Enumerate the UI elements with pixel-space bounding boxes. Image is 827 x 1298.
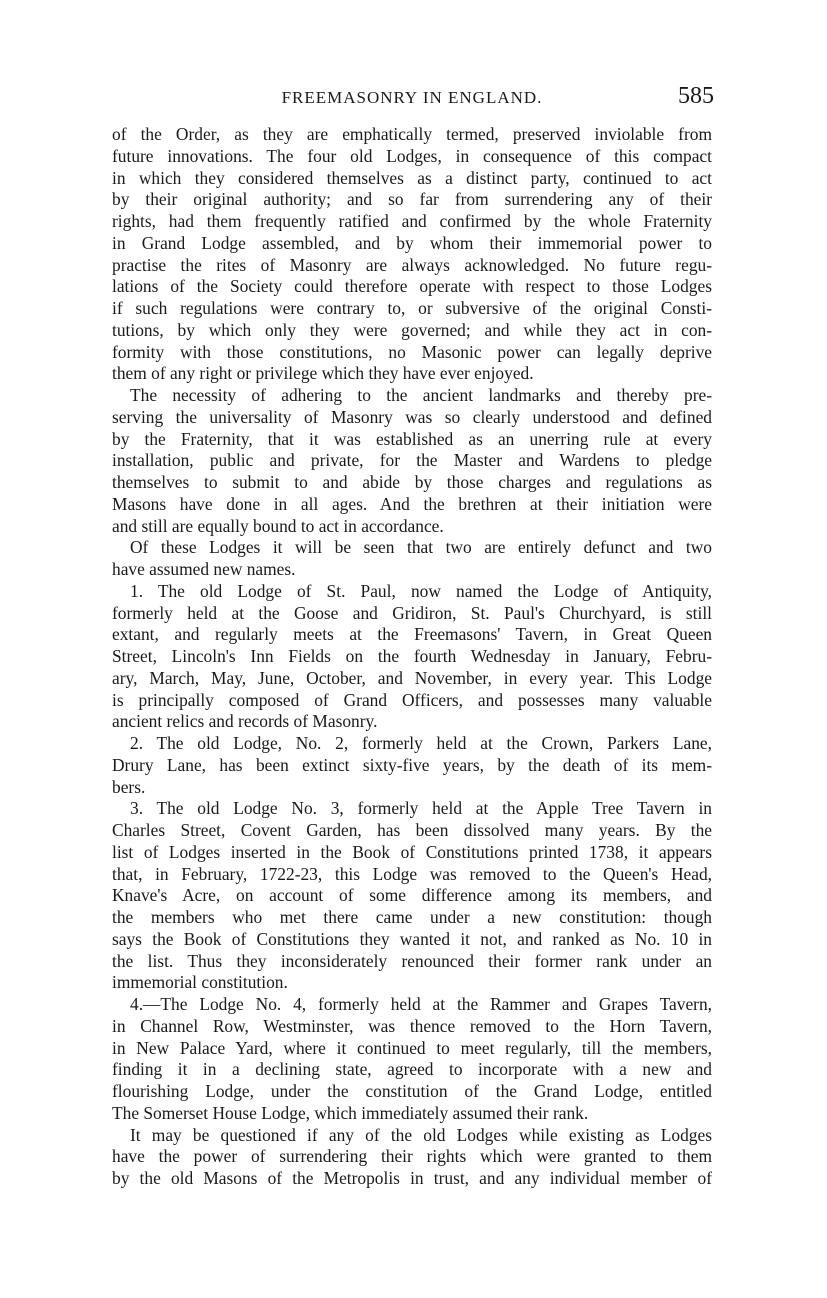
text-line: It may be questioned if any of the old Lodges while existing as Lodges	[130, 1124, 712, 1145]
text-line: The necessity of adhering to the ancient landmarks and thereby pre-	[130, 385, 712, 405]
text-line: the list. Thus they inconsiderately renounced their former rank under an	[112, 950, 712, 971]
text-line: have the power of surrendering their rights which were granted to them	[112, 1146, 712, 1167]
text-line: future innovations. The four old Lodges, in consequence of this compact	[112, 145, 712, 166]
text-line: in New Palace Yard, where it continued to meet regularly, till the members,	[112, 1037, 712, 1058]
text-line: installation, public and private, for the Master and Wardens to pledge	[112, 450, 712, 471]
text-line: lations of the Society could therefore operate with respect to those Lodges	[112, 276, 712, 297]
text-line: 4.—The Lodge No. 4, formerly held at the Rammer and Grapes Tavern,	[130, 994, 712, 1014]
text-line: formity with those constitutions, no Masonic power can legally deprive	[112, 341, 712, 362]
text-line: ancient relics and records of Masonry.	[112, 711, 378, 732]
text-line: and still are equally bound to act in accordance.	[112, 515, 444, 536]
text-line: serving the universality of Masonry was so clearly understood and defined	[112, 406, 712, 427]
text-line: if such regulations were contrary to, or subversive of the original Consti-	[112, 298, 712, 318]
text-line: immemorial constitution.	[112, 972, 288, 993]
text-line: finding it in a declining state, agreed to incorporate with a new and	[112, 1059, 712, 1080]
text-line: 2. The old Lodge, No. 2, formerly held at the Crown, Parkers Lane,	[130, 733, 712, 753]
text-line: by their original authority; and so far from surrendering any of their	[112, 189, 712, 210]
text-line: extant, and regularly meets at the Freemasons' Tavern, in Great Queen	[112, 624, 712, 645]
running-title: FREEMASONRY IN ENGLAND.	[281, 88, 543, 107]
text-line: Masons have done in all ages. And the brethren at their initiation were	[112, 493, 712, 514]
text-line: tutions, by which only they were governed; and while they act in con-	[112, 319, 712, 340]
text-line: list of Lodges inserted in the Book of Constitutions printed 1738, it appears	[112, 841, 712, 862]
text-line: Charles Street, Covent Garden, has been dissolved many years. By the	[112, 820, 712, 840]
text-line: bers.	[112, 776, 146, 797]
text-line: by the old Masons of the Metropolis in trust, and any individual member of	[112, 1168, 712, 1188]
text-line: says the Book of Constitutions they wanted it not, and ranked as No. 10 in	[112, 928, 712, 949]
text-line: practise the rites of Masonry are always acknowledged. No future regu-	[112, 254, 712, 275]
text-line: in Grand Lodge assembled, and by whom their immemorial power to	[112, 232, 712, 253]
text-line: of the Order, as they are emphatically termed, preserved inviolable from	[112, 124, 712, 144]
text-line: formerly held at the Goose and Gridiron, St. Paul's Churchyard, is still	[112, 602, 712, 623]
text-line: 1. The old Lodge of St. Paul, now named the Lodge of Antiquity,	[130, 580, 712, 601]
text-line: in which they considered themselves as a distinct party, continued to act	[112, 167, 712, 188]
body-text	[112, 124, 712, 1190]
text-line: in Channel Row, Westminster, was thence removed to the Horn Tavern,	[112, 1015, 712, 1036]
text-line: Knave's Acre, on account of some difference among its members, and	[112, 885, 712, 906]
book-page	[112, 83, 714, 1190]
page-number: 585	[678, 83, 714, 109]
text-line: the members who met there came under a new constitution: though	[112, 907, 712, 927]
text-line: by the Fraternity, that it was established as an unerring rule at every	[112, 428, 712, 449]
text-line: 3. The old Lodge No. 3, formerly held at the Apple Tree Tavern in	[130, 798, 712, 819]
text-line: flourishing Lodge, under the constitution of the Grand Lodge, entitled	[112, 1081, 712, 1101]
text-line: have assumed new names.	[112, 559, 296, 579]
text-line: Drury Lane, has been extinct sixty-five years, by the death of its mem-	[112, 754, 712, 775]
text-line: that, in February, 1722-23, this Lodge was removed to the Queen's Head,	[112, 863, 712, 884]
text-line: Street, Lincoln's Inn Fields on the fourth Wednesday in January, Febru-	[112, 646, 712, 666]
text-line: rights, had them frequently ratified and confirmed by the whole Fraternity	[112, 211, 712, 231]
text-line: them of any right or privilege which they have ever enjoyed.	[112, 363, 534, 384]
running-head	[112, 83, 714, 124]
text-line: is principally composed of Grand Officers, and possesses many valuable	[112, 689, 712, 710]
text-line: The Somerset House Lodge, which immediately assumed their rank.	[112, 1102, 589, 1123]
text-line: Of these Lodges it will be seen that two are entirely defunct and two	[130, 537, 712, 558]
text-line: themselves to submit to and abide by those charges and regulations as	[112, 472, 712, 492]
text-line: ary, March, May, June, October, and November, in every year. This Lodge	[112, 667, 712, 688]
